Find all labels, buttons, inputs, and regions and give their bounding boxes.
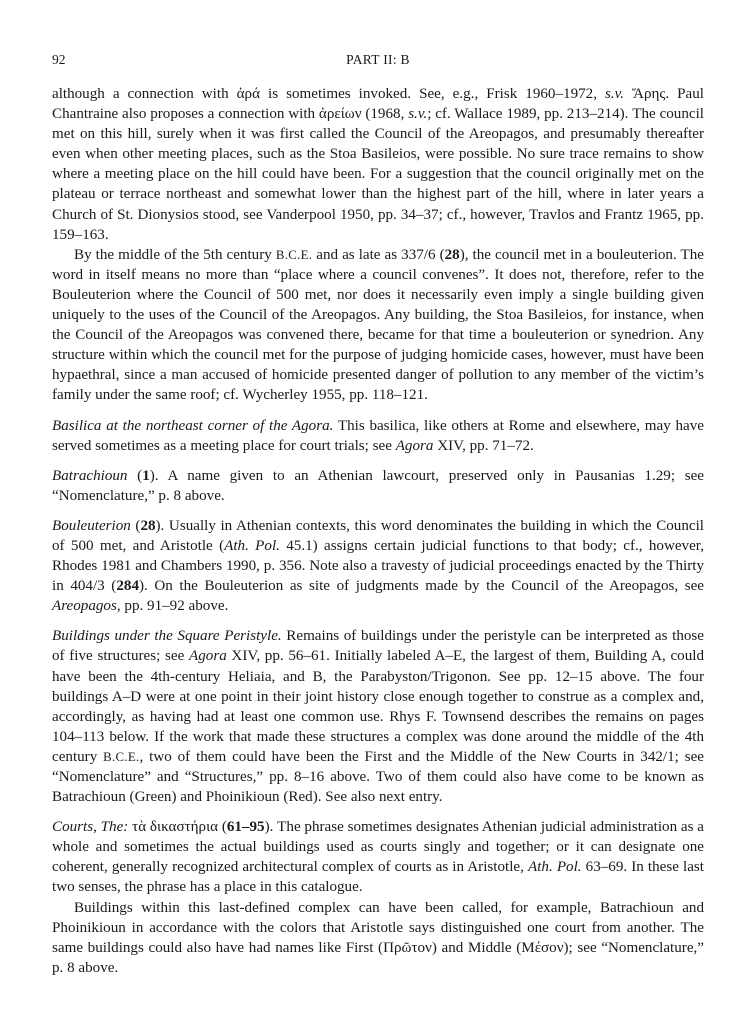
running-head: PART II: B — [346, 52, 410, 67]
entry-term: Batrachioun — [52, 467, 128, 484]
entry-term: Courts, The: — [52, 819, 129, 836]
body-text — [52, 84, 704, 978]
entry-term: Buildings under the Square Peristyle. — [52, 628, 282, 645]
page-header — [52, 52, 704, 72]
entry-batrachioun: Batrachioun (1). A name given to an Athenian lawcourt, preserved only in Pausanias 1.29; see “Nomenclature,” p. 8 above. — [52, 467, 704, 504]
entry-term: Basilica at the northeast corner of the Agora. — [52, 417, 334, 434]
entry-bouleuterion: Bouleuterion (28). Usually in Athenian contexts, this word denominates the building in which the Council of 500 met, and Aristotle (Ath. Pol. 45.1) assigns certain judicial functions to that body; cf., however, Rhodes 1981 and Chambers 1990, p. 356. Note also a travesty of judicial proceedings enacted by the Thirty in 404/3 (284). On the Bouleuterion as site of judgments made by the Council of the Areopagos, see Areopagos, pp. 91–92 above. — [52, 517, 704, 615]
paragraph-courts-continued: Buildings within this last-defined complex can have been called, for example, Batrachioun and Phoinikioun in accordance with the colors that Aristotle says distinguished one court from another. The same buildings could also have had names like First (Πρῶτον) and Middle (Μέσον); see “Nomenclature,” p. 8 above. — [52, 899, 704, 976]
entry-term: Bouleuterion — [52, 517, 131, 534]
entry-basilica: Basilica at the northeast corner of the Agora. This basilica, like others at Rome and elsewhere, may have served sometimes as a meeting place for court trials; see Agora XIV, pp. 71–72. — [52, 417, 704, 454]
paragraph-bouleuterion-council: By the middle of the 5th century B.C.E. and as late as 337/6 (28), the council met in a bouleuterion. The word in itself means no more than “place where a council convenes”. It does not, therefore, refer to the Bouleuterion where the Council of 500 met, nor does it necessarily even imply a single building given uniquely to the uses of the Council of the Areopagos. Any building, the Stoa Basileios, for instance, when the Council of the Areopagos was convened there, became for that time a bouleuterion or synedrion. Any structure within which the council met for the purpose of judging homicide cases, however, must have been hypaethral, since a man accused of homicide presented danger of pollution to any member of the victim’s family under the same roof; cf. Wycherley 1955, pp. 118–121. — [52, 246, 704, 404]
paragraph-areopagos-continued: although a connection with ἀρά is sometimes invoked. See, e.g., Frisk 1960–1972, s.v. Ἄρης. Paul Chantraine also proposes a connection with ἀρείων (1968, s.v.; cf. Wallace 1989, pp. 213–214). The council met on this hill, surely when it was first called the Council of the Areopagos, and presumably thereafter even when other meeting places, such as the Stoa Basileios, were possible. No sure trace remains to show where a meeting place on the hill could have been. For a suggestion that the council originally met on the plateau or terrace northeast and somewhat lower than the highest part of the hill, where in later years a Church of St. Dionysios stood, see Vanderpool 1950, pp. 34–37; cf., however, Travlos and Frantz 1965, pp. 159–163. — [52, 86, 704, 243]
page-number: 92 — [52, 52, 66, 67]
entry-buildings-square-peristyle: Buildings under the Square Peristyle. Remains of buildings under the peristyle can be interpreted as those of five structures; see Agora XIV, pp. 56–61. Initially labeled A–E, the largest of them, Building A, could have been the 4th-century Heliaia, and B, the Parabyston/Trigonon. See pp. 12–15 above. The four buildings A–D were at one point in their joint history close enough together to construe as a complex and, accordingly, as having had at least one common use. Rhys F. Townsend describes the remains on pages 104–113 below. If the work that made these structures a complex was done around the middle of the 4th century B.C.E., two of them could have been the First and the Middle of the New Courts in 342/1; see “Nomenclature” and “Structures,” pp. 8–16 above. Two of them could also have come to be known as Batrachioun (Green) and Phoinikioun (Red). See also next entry. — [52, 628, 704, 806]
entry-courts: Courts, The: τὰ δικαστήρια (61–95). The phrase sometimes designates Athenian judicial administration as a whole and sometimes the actual buildings used as courts singly and together; or it can designate one coherent, generally recognized architectural complex of courts as in Aristotle, Ath. Pol. 63–69. In these last two senses, the phrase has a place in this catalogue. — [52, 819, 705, 896]
